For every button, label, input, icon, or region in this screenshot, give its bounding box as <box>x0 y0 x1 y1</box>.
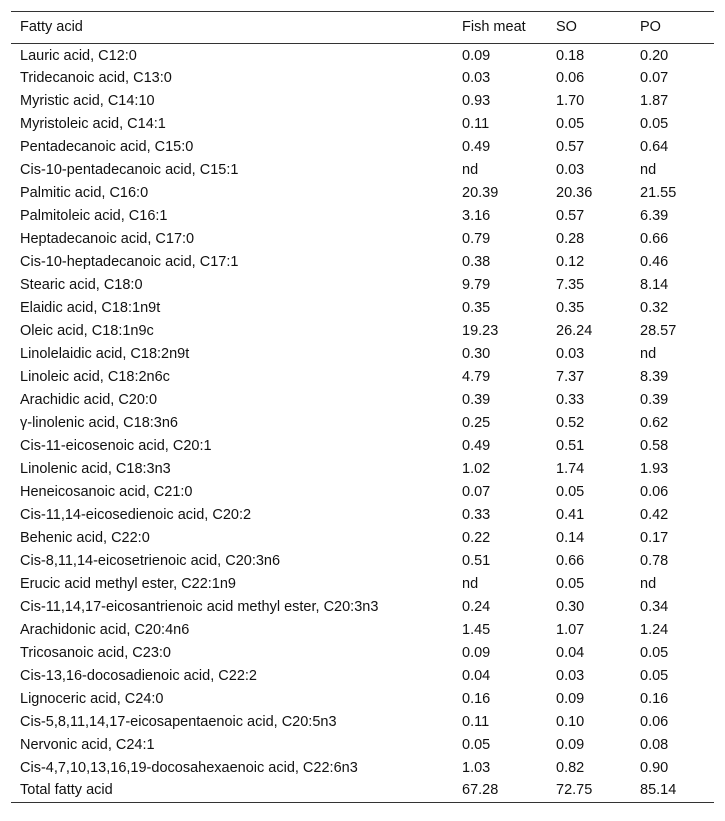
cell-fish-meat: 4.79 <box>462 368 491 385</box>
cell-fish-meat: 0.49 <box>462 437 491 454</box>
cell-so: 0.04 <box>556 644 585 661</box>
cell-fatty-acid: Arachidonic acid, C20:4n6 <box>20 621 190 638</box>
cell-po: 0.17 <box>640 529 669 546</box>
cell-so: 1.70 <box>556 92 585 109</box>
cell-po: 0.16 <box>640 690 669 707</box>
cell-fatty-acid: Linolenic acid, C18:3n3 <box>20 460 171 477</box>
cell-po: 6.39 <box>640 207 669 224</box>
cell-fatty-acid: Cis-11,14,17-eicosantrienoic acid methyl ester, C20:3n3 <box>20 598 379 615</box>
cell-so: 0.52 <box>556 414 585 431</box>
header-po: PO <box>640 19 661 35</box>
cell-fish-meat: 67.28 <box>462 782 499 799</box>
cell-fish-meat: 0.35 <box>462 299 491 316</box>
cell-po: 0.34 <box>640 598 669 615</box>
cell-fish-meat: 0.11 <box>462 115 490 132</box>
table-row <box>11 320 714 343</box>
cell-po: 1.93 <box>640 460 669 477</box>
cell-po: 85.14 <box>640 782 677 799</box>
cell-fatty-acid: Arachidic acid, C20:0 <box>20 391 158 408</box>
cell-fish-meat: 9.79 <box>462 276 491 293</box>
cell-po: nd <box>640 575 657 592</box>
cell-po: 0.05 <box>640 667 669 684</box>
cell-po: 0.05 <box>640 115 669 132</box>
cell-fish-meat: nd <box>462 575 479 592</box>
table-row <box>11 44 714 67</box>
cell-fish-meat: 0.16 <box>462 690 491 707</box>
cell-fatty-acid: Linoleic acid, C18:2n6c <box>20 368 170 385</box>
cell-fish-meat: 0.09 <box>462 47 491 64</box>
table-row <box>11 343 714 366</box>
cell-fish-meat: 0.51 <box>462 552 491 569</box>
cell-po: 0.90 <box>640 759 669 776</box>
cell-fish-meat: 1.45 <box>462 621 491 638</box>
table-body <box>11 44 714 803</box>
cell-so: 0.30 <box>556 598 585 615</box>
cell-po: 0.42 <box>640 506 669 523</box>
cell-fatty-acid: Stearic acid, C18:0 <box>20 276 143 293</box>
table-header <box>11 12 714 44</box>
table-row <box>11 596 714 619</box>
cell-fatty-acid: Cis-10-heptadecanoic acid, C17:1 <box>20 253 239 270</box>
cell-fish-meat: 0.09 <box>462 644 491 661</box>
cell-fatty-acid: Total fatty acid <box>20 782 113 799</box>
cell-so: 0.05 <box>556 115 585 132</box>
cell-fish-meat: 1.02 <box>462 460 491 477</box>
cell-fatty-acid: γ-linolenic acid, C18:3n6 <box>20 414 178 431</box>
cell-so: 0.66 <box>556 552 585 569</box>
cell-po: 0.64 <box>640 138 669 155</box>
cell-so: 0.57 <box>556 138 585 155</box>
cell-fatty-acid: Palmitic acid, C16:0 <box>20 184 149 201</box>
table-row <box>11 642 714 665</box>
cell-fatty-acid: Lignoceric acid, C24:0 <box>20 690 164 707</box>
cell-po: 0.07 <box>640 69 669 86</box>
cell-so: 0.05 <box>556 575 585 592</box>
cell-po: 8.39 <box>640 368 669 385</box>
cell-fatty-acid: Pentadecanoic acid, C15:0 <box>20 138 194 155</box>
cell-po: 0.62 <box>640 414 669 431</box>
cell-so: 7.37 <box>556 368 585 385</box>
cell-fish-meat: 0.07 <box>462 483 491 500</box>
table-row <box>11 412 714 435</box>
cell-po: 0.58 <box>640 437 669 454</box>
cell-fish-meat: 0.22 <box>462 529 491 546</box>
cell-so: 0.09 <box>556 690 585 707</box>
table-row <box>11 113 714 136</box>
table-row <box>11 251 714 274</box>
cell-fish-meat: 3.16 <box>462 207 491 224</box>
table-row <box>11 90 714 113</box>
cell-fatty-acid: Cis-11-eicosenoic acid, C20:1 <box>20 437 212 454</box>
cell-fatty-acid: Tridecanoic acid, C13:0 <box>20 69 172 86</box>
cell-so: 7.35 <box>556 276 585 293</box>
cell-po: 0.78 <box>640 552 669 569</box>
table-row <box>11 159 714 182</box>
cell-so: 0.03 <box>556 161 585 178</box>
table-row <box>11 274 714 297</box>
table-row <box>11 504 714 527</box>
cell-po: 21.55 <box>640 184 677 201</box>
table-row <box>11 619 714 642</box>
cell-so: 0.33 <box>556 391 585 408</box>
cell-fatty-acid: Myristoleic acid, C14:1 <box>20 115 166 132</box>
cell-fish-meat: 0.39 <box>462 391 491 408</box>
cell-fatty-acid: Palmitoleic acid, C16:1 <box>20 207 168 224</box>
cell-so: 0.28 <box>556 230 585 247</box>
table-row <box>11 734 714 757</box>
cell-po: 1.24 <box>640 621 669 638</box>
table-row <box>11 573 714 596</box>
cell-fatty-acid: Cis-11,14-eicosedienoic acid, C20:2 <box>20 506 252 523</box>
cell-fatty-acid: Elaidic acid, C18:1n9t <box>20 299 161 316</box>
cell-so: 1.07 <box>556 621 585 638</box>
cell-fish-meat: 0.38 <box>462 253 491 270</box>
header-fatty-acid: Fatty acid <box>20 19 83 35</box>
cell-so: 0.03 <box>556 345 585 362</box>
cell-so: 0.14 <box>556 529 585 546</box>
cell-so: 0.41 <box>556 506 585 523</box>
cell-po: 0.46 <box>640 253 669 270</box>
cell-fish-meat: 0.03 <box>462 69 491 86</box>
table-row <box>11 67 714 90</box>
cell-po: 0.05 <box>640 644 669 661</box>
cell-so: 0.51 <box>556 437 585 454</box>
cell-fatty-acid: Nervonic acid, C24:1 <box>20 736 155 753</box>
cell-fish-meat: 0.49 <box>462 138 491 155</box>
cell-fatty-acid: Oleic acid, C18:1n9c <box>20 322 154 339</box>
table-row <box>11 481 714 504</box>
table-row <box>11 136 714 159</box>
cell-fish-meat: 1.03 <box>462 759 491 776</box>
cell-po: 0.06 <box>640 483 669 500</box>
cell-so: 0.06 <box>556 69 585 86</box>
cell-so: 0.82 <box>556 759 585 776</box>
cell-so: 0.09 <box>556 736 585 753</box>
cell-so: 1.74 <box>556 460 585 477</box>
cell-so: 0.03 <box>556 667 585 684</box>
table-row <box>11 711 714 734</box>
cell-fish-meat: 19.23 <box>462 322 499 339</box>
table-row <box>11 389 714 412</box>
cell-po: 1.87 <box>640 92 669 109</box>
cell-fatty-acid: Cis-10-pentadecanoic acid, C15:1 <box>20 161 239 178</box>
table-row <box>11 550 714 573</box>
cell-fish-meat: 0.93 <box>462 92 491 109</box>
cell-fatty-acid: Cis-4,7,10,13,16,19-docosahexaenoic acid, C22:6n3 <box>20 759 358 776</box>
header-so: SO <box>556 19 577 35</box>
cell-po: 0.20 <box>640 47 669 64</box>
cell-po: nd <box>640 345 657 362</box>
fatty-acid-table <box>11 11 714 803</box>
cell-po: nd <box>640 161 657 178</box>
cell-fatty-acid: Cis-5,8,11,14,17-eicosapentaenoic acid, C20:5n3 <box>20 713 337 730</box>
table-row <box>11 458 714 481</box>
cell-fish-meat: 0.04 <box>462 667 491 684</box>
cell-fatty-acid: Tricosanoic acid, C23:0 <box>20 644 171 661</box>
table-row <box>11 297 714 320</box>
table-row <box>11 688 714 711</box>
cell-fish-meat: nd <box>462 161 479 178</box>
cell-so: 26.24 <box>556 322 593 339</box>
cell-fish-meat: 0.05 <box>462 736 491 753</box>
header-row <box>11 12 714 44</box>
cell-so: 20.36 <box>556 184 593 201</box>
header-fish-meat: Fish meat <box>462 19 526 35</box>
cell-fish-meat: 0.33 <box>462 506 491 523</box>
table-row <box>11 182 714 205</box>
cell-po: 28.57 <box>640 322 677 339</box>
table-row <box>11 780 714 803</box>
cell-po: 0.32 <box>640 299 669 316</box>
cell-fish-meat: 0.11 <box>462 713 490 730</box>
cell-fish-meat: 0.25 <box>462 414 491 431</box>
cell-so: 0.18 <box>556 47 585 64</box>
cell-po: 0.39 <box>640 391 669 408</box>
cell-fish-meat: 0.24 <box>462 598 491 615</box>
cell-so: 0.57 <box>556 207 585 224</box>
cell-fatty-acid: Behenic acid, C22:0 <box>20 529 150 546</box>
table-row <box>11 757 714 780</box>
cell-so: 0.12 <box>556 253 585 270</box>
cell-fatty-acid: Erucic acid methyl ester, C22:1n9 <box>20 575 236 592</box>
table-row <box>11 228 714 251</box>
table-row <box>11 366 714 389</box>
cell-fish-meat: 0.30 <box>462 345 491 362</box>
cell-fatty-acid: Myristic acid, C14:10 <box>20 92 155 109</box>
table-row <box>11 527 714 550</box>
cell-so: 0.35 <box>556 299 585 316</box>
cell-po: 8.14 <box>640 276 669 293</box>
cell-fish-meat: 20.39 <box>462 184 499 201</box>
cell-so: 0.10 <box>556 713 585 730</box>
cell-fatty-acid: Cis-13,16-docosadienoic acid, C22:2 <box>20 667 257 684</box>
cell-fatty-acid: Linolelaidic acid, C18:2n9t <box>20 345 190 362</box>
cell-fatty-acid: Heneicosanoic acid, C21:0 <box>20 483 193 500</box>
cell-fatty-acid: Heptadecanoic acid, C17:0 <box>20 230 195 247</box>
cell-po: 0.06 <box>640 713 669 730</box>
cell-so: 72.75 <box>556 782 593 799</box>
cell-po: 0.66 <box>640 230 669 247</box>
cell-po: 0.08 <box>640 736 669 753</box>
cell-so: 0.05 <box>556 483 585 500</box>
table-row <box>11 205 714 228</box>
table-row <box>11 435 714 458</box>
cell-fish-meat: 0.79 <box>462 230 491 247</box>
cell-fatty-acid: Lauric acid, C12:0 <box>20 47 137 64</box>
table-row <box>11 665 714 688</box>
cell-fatty-acid: Cis-8,11,14-eicosetrienoic acid, C20:3n6 <box>20 552 281 569</box>
